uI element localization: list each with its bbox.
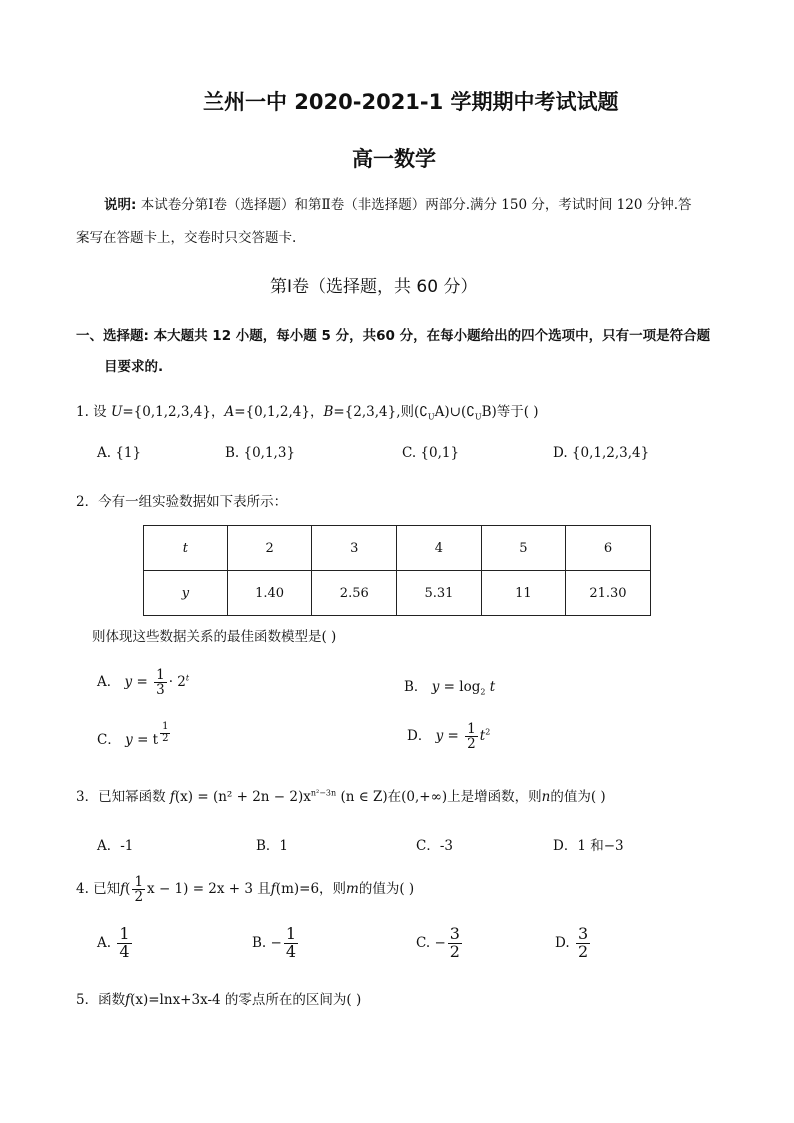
instructions <box>104 193 692 213</box>
q1-option-b[interactable]: B. {0,1,3} <box>225 445 296 461</box>
q1-option-a[interactable]: A. {1} <box>97 445 142 461</box>
question-2: 2．今有一组实验数据如下表所示： <box>76 494 288 510</box>
table-cell: 21.30 <box>565 571 650 616</box>
q4-option-a[interactable]: A. $\frac{1}{4}$ <box>97 924 130 961</box>
table-cell: 1.40 <box>227 571 312 616</box>
instructions-label: 说明: <box>104 197 137 213</box>
section-heading-line2: 目要求的. <box>104 359 164 375</box>
instructions-line1: 本试卷分第Ⅰ卷（选择题）和第Ⅱ卷（非选择题）两部分.满分 150 分，考试时间 120 分钟.答 <box>140 197 692 213</box>
q2-option-b[interactable]: B． $y = \log_2 t$ <box>404 679 496 697</box>
question-4: 4. 已知f( $\frac{1}{2}$ x − 1) = 2x + 3 且f(m)=6，则m的值为( ) <box>76 874 415 906</box>
q1-set-b-values: ={2,3,4},则(∁ <box>333 404 428 420</box>
q1-complement-sub-1: U <box>427 412 435 422</box>
table-cell: 3 <box>312 526 397 571</box>
q3-option-b[interactable]: B．1 <box>256 838 289 854</box>
q4-option-d[interactable]: D. $\frac{3}{2}$ <box>555 924 589 961</box>
exam-title: 兰州一中 2020-2021-1 学期期中考试试题 <box>203 90 619 114</box>
q4-option-c[interactable]: C. − $\frac{3}{2}$ <box>416 924 460 961</box>
q2-option-c[interactable]: C． y = t $\frac{1}{2}$ <box>97 721 169 748</box>
question-3: 3．已知幂函数 $f(x) = (n^2 + 2n - 2)x^{n^2-3n}$ (n ∈ Z)在(0,+∞)上是增函数，则n的值为( ) <box>76 788 606 805</box>
q3-option-a[interactable]: A．-1 <box>97 838 134 854</box>
q1-option-c[interactable]: C. {0,1} <box>402 445 460 461</box>
q2-option-a[interactable]: A． y = $\frac{1}{3}$ · $2^t$ <box>97 667 190 699</box>
table-cell: 6 <box>565 526 650 571</box>
table-cell: 2.56 <box>312 571 397 616</box>
question-5: 5．函数f(x)=lnx+3x-4 的零点所在的区间为( ) <box>76 992 362 1008</box>
table-cell: 2 <box>227 526 312 571</box>
q3-option-c[interactable]: C．-3 <box>416 838 453 854</box>
data-table <box>143 525 651 616</box>
table-cell: 5.31 <box>397 571 482 616</box>
q2-option-d[interactable]: D． y = $\frac{1}{2}$ $t^2$ <box>407 721 491 753</box>
table-cell: t <box>144 526 228 571</box>
q1-set-a-values: ={0,1,2,4}， <box>234 404 324 420</box>
table-cell: 5 <box>481 526 565 571</box>
table-row <box>144 526 651 571</box>
subject-title: 高一数学 <box>352 147 436 171</box>
q1-number: 1. 设 <box>76 404 107 420</box>
q1-set-u-values: ={0,1,2,3,4}， <box>122 404 225 420</box>
q1-set-b: B <box>323 404 334 420</box>
section-heading-line1: 一、选择题: 本大题共 12 小题，每小题 5 分，共60 分，在每小题给出的四个选项中，只有一项是符合题 <box>76 328 711 344</box>
table-cell: 11 <box>481 571 565 616</box>
part1-title: 第Ⅰ卷（选择题，共 60 分） <box>270 277 478 297</box>
q3-option-d[interactable]: D．1 和−3 <box>553 838 624 854</box>
question-1 <box>76 400 539 422</box>
table-cell: y <box>144 571 228 616</box>
q1-equals: B)等于( ) <box>481 404 539 420</box>
table-row <box>144 571 651 616</box>
table-cell: 4 <box>397 526 482 571</box>
q1-union: A)∪(∁ <box>434 404 475 420</box>
q4-option-b[interactable]: B. − $\frac{1}{4}$ <box>252 924 297 961</box>
q2-question: 则体现这些数据关系的最佳函数模型是( ) <box>92 629 337 645</box>
q1-complement-sub-2: U <box>474 412 482 422</box>
instructions-line2: 案写在答题卡上，交卷时只交答题卡. <box>76 230 297 246</box>
q1-set-u: U <box>110 404 123 420</box>
q1-set-a: A <box>224 404 235 420</box>
q1-option-d[interactable]: D. {0,1,2,3,4} <box>553 445 650 461</box>
